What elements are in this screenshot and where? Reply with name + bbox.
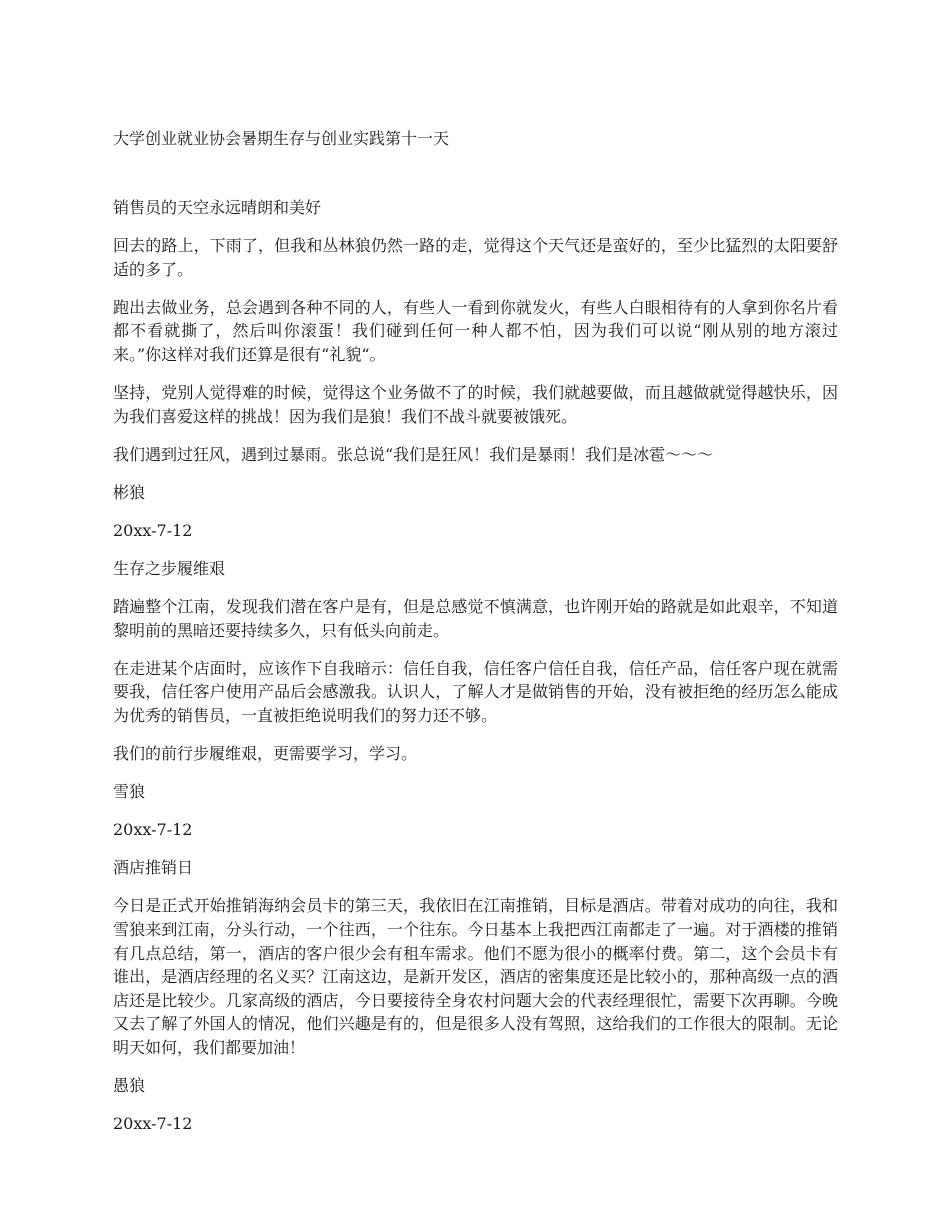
section-heading-survival: 生存之步履维艰 (113, 559, 226, 579)
author-signature: 彬狼 (113, 482, 146, 502)
section-heading-sales-sky: 销售员的天空永远晴朗和美好 (113, 198, 322, 217)
document-title: 大学创业就业协会暑期生存与创业实践第十一天 (113, 129, 450, 148)
document-body (113, 196, 838, 1150)
paragraph: 坚持，党别人觉得难的时候，觉得这个业务做不了的时候，我们就越要做，而且越做就觉得越快乐，因为我们喜爱这样的挑战！因为我们是狼！我们不战斗就要被饿死。 (113, 383, 838, 426)
author-signature: 愚狼 (113, 1076, 146, 1096)
entry-date: 20xx-7-12 (113, 520, 193, 540)
section-heading-hotel-sales: 酒店推销日 (113, 858, 194, 878)
paragraph: 我们的前行步履维艰，更需要学习，学习。 (113, 744, 418, 764)
paragraph: 今日是正式开始推销海纳会员卡的第三天，我依旧在江南推销，目标是酒店。带着对成功的向往，我和雪狼来到江南，分头行动，一个往西，一个往东。今日基本上我把西江南都走了一遍。对于酒楼的推销有几点总结，第一，酒店的客户很少会有租车需求。他们不愿为很小的概率付费。第二，这个会员卡有谁出，是酒店经理的名义买？江南这边，是新开发区，酒店的密集度还是比较小的，那种高级一点的酒店还是比较少。几家高级的酒店，今日要接待全身农村问题大会的代表经理很忙，需要下次再聊。今晚又去了解了外国人的情况，他们兴趣是有的，但是很多人没有驾照，这给我们的工作很大的限制。无论明天如何，我们都要加油！ (113, 896, 838, 1058)
paragraph: 我们遇到过狂风，遇到过暴雨。张总说“我们是狂风！我们是暴雨！我们是冰雹～～～ (113, 444, 714, 464)
paragraph: 跑出去做业务，总会遇到各种不同的人，有些人一看到你就发火，有些人白眼相待有的人拿到你名片看都不看就撕了，然后叫你滚蛋！我们碰到任何一种人都不怕，因为我们可以说“刚从别的地方滚过来。”你这样对我们还算是很有“礼貌“。 (113, 297, 838, 364)
author-signature: 雪狼 (113, 782, 146, 802)
paragraph: 踏遍整个江南，发现我们潜在客户是有，但是总感觉不慎满意，也许刚开始的路就是如此艰辛，不知道黎明前的黑暗还要持续多久，只有低头向前走。 (113, 597, 838, 640)
paragraph: 在走进某个店面时，应该作下自我暗示：信任自我，信任客户信任自我，信任产品，信任客户现在就需要我，信任客户使用产品后会感激我。认识人，了解人才是做销售的开始，没有被拒绝的经历怎么能成为优秀的销售员，一直被拒绝说明我们的努力还不够。 (113, 658, 838, 725)
entry-date: 20xx-7-12 (113, 1114, 193, 1134)
paragraph: 回去的路上，下雨了，但我和丛林狼仍然一路的走，觉得这个天气还是蛮好的，至少比猛烈的太阳要舒适的多了。 (113, 236, 838, 279)
entry-date: 20xx-7-12 (113, 820, 193, 840)
